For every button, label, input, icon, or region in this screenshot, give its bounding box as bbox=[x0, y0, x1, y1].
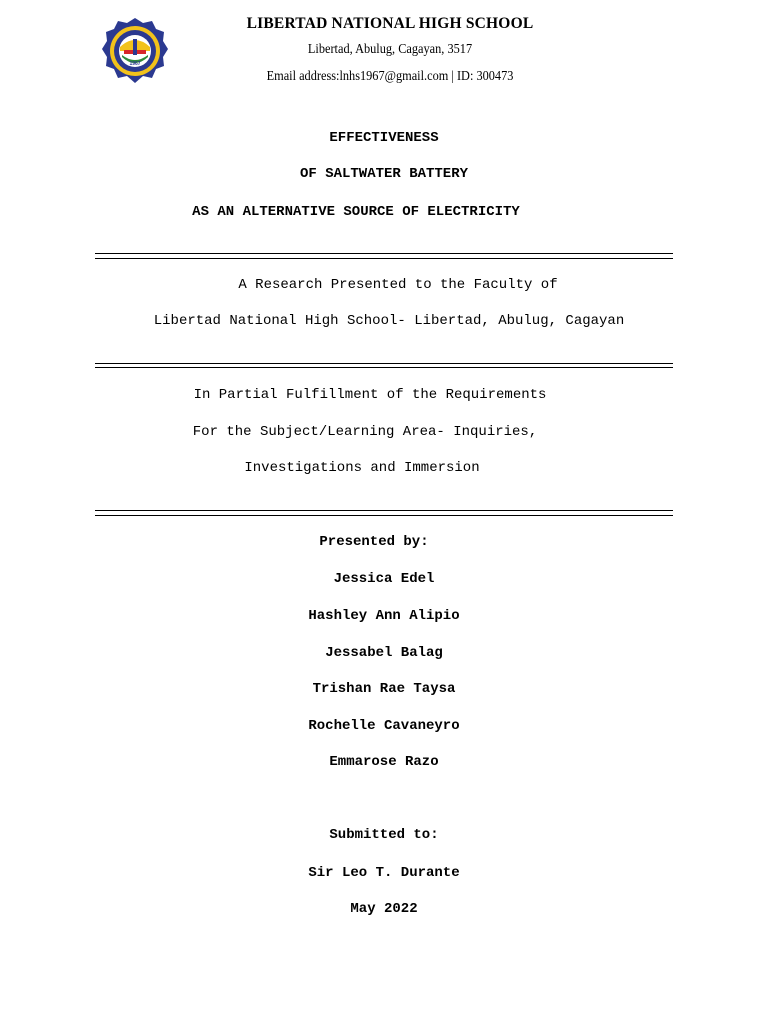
presenter-name: Rochelle Cavaneyro bbox=[308, 718, 460, 734]
submitted-to-name: Sir Leo T. Durante bbox=[308, 865, 460, 881]
title-line-1: EFFECTIVENESS bbox=[329, 130, 439, 146]
school-contact: Email address:lnhs1967@gmail.com | ID: 300473 bbox=[266, 69, 514, 84]
title-line-3: AS AN ALTERNATIVE SOURCE OF ELECTRICITY bbox=[192, 204, 520, 220]
presenter-name: Hashley Ann Alipio bbox=[308, 608, 460, 624]
title-line-2: OF SALTWATER BATTERY bbox=[299, 166, 469, 182]
fulfillment-line-1: In Partial Fulfillment of the Requirements bbox=[193, 387, 547, 403]
school-name: LIBERTAD NATIONAL HIGH SCHOOL bbox=[246, 15, 534, 32]
school-address: Libertad, Abulug, Cagayan, 3517 bbox=[307, 42, 473, 57]
presentation-line-1: A Research Presented to the Faculty of bbox=[238, 277, 558, 293]
seal-year: 1967 bbox=[129, 61, 141, 67]
divider-1 bbox=[95, 253, 673, 259]
presenter-name: Jessica Edel bbox=[333, 571, 435, 587]
fulfillment-line-3: Investigations and Immersion bbox=[244, 460, 480, 476]
presenter-name: Trishan Rae Taysa bbox=[312, 681, 456, 697]
seal-torch-icon bbox=[133, 39, 137, 55]
submission-date: May 2022 bbox=[350, 901, 418, 917]
fulfillment-line-2: For the Subject/Learning Area- Inquiries, bbox=[192, 424, 538, 440]
presenter-name: Emmarose Razo bbox=[329, 754, 439, 770]
submitted-to-label: Submitted to: bbox=[329, 827, 439, 843]
presentation-line-2: Libertad National High School- Libertad, Abulug, Cagayan bbox=[153, 313, 625, 329]
divider-3 bbox=[95, 510, 673, 516]
divider-2 bbox=[95, 363, 673, 368]
presenter-name: Jessabel Balag bbox=[325, 645, 443, 661]
presented-by-label: Presented by: bbox=[319, 534, 429, 550]
